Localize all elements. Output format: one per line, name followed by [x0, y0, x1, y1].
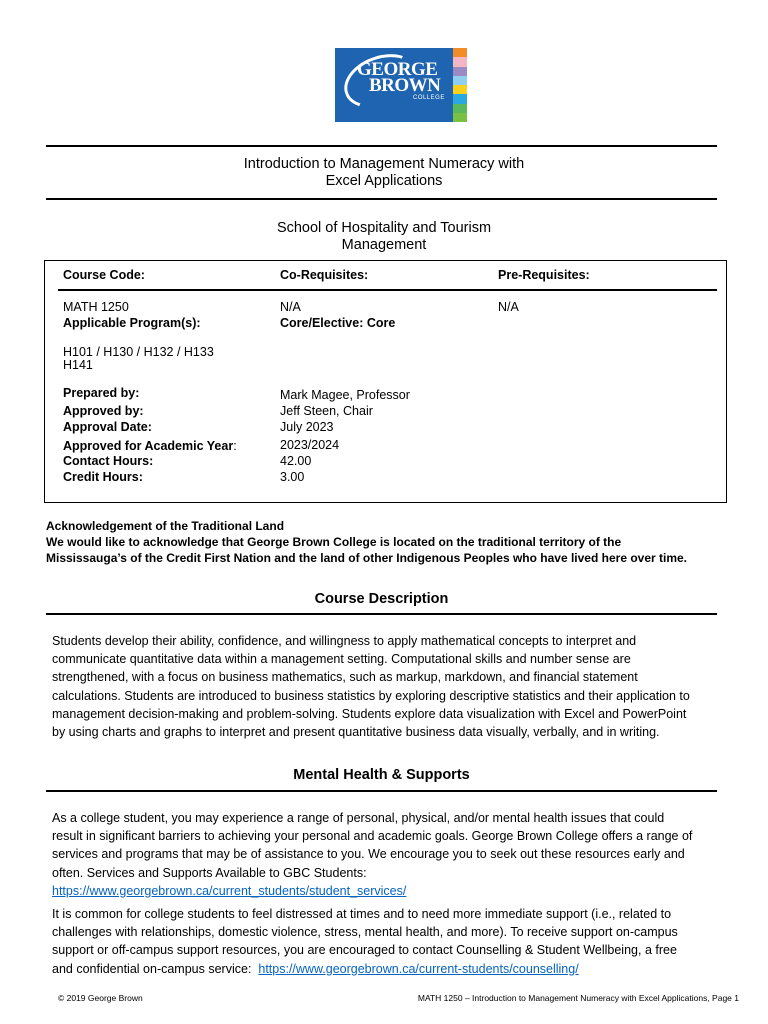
prerequisites-value: N/A	[498, 300, 519, 314]
logo-text-line3: COLLEGE	[413, 95, 445, 101]
paragraph-line: services and programs that may be of assistance to you. We encourage you to seek out these resources early and	[52, 847, 685, 862]
info-header-rule	[58, 289, 717, 291]
detail-row	[63, 469, 703, 485]
course-code-header: Course Code:	[63, 268, 145, 282]
mental-health-rule	[46, 790, 717, 792]
detail-row	[63, 437, 703, 453]
corequisites-value: N/A	[280, 300, 301, 314]
counselling-link[interactable]: https://www.georgebrown.ca/current-students/counselling/	[258, 961, 579, 976]
detail-row	[63, 419, 703, 437]
paragraph-line: support or off-campus support resources, you are encouraged to contact Counselling & Student Wellbeing, a free	[52, 943, 677, 958]
paragraph-line: strengthened, with a focus on business mathematics, such as markup, markdown, and financial statement	[52, 670, 638, 685]
school-name-line1: School of Hospitality and Tourism	[276, 220, 492, 236]
prepared-by-value: Mark Magee, Professor	[280, 388, 410, 402]
college-logo	[335, 48, 453, 122]
paragraph-line: As a college student, you may experience a range of personal, physical, and/or mental health issues that could	[52, 811, 665, 825]
mental-health-paragraph2	[52, 905, 720, 978]
logo-stripe	[453, 76, 467, 85]
credit-hours-label: Credit Hours:	[63, 470, 143, 484]
student-services-link[interactable]: https://www.georgebrown.ca/current_students/student_services/	[52, 883, 407, 898]
mental-health-title: Mental Health & Supports	[293, 767, 470, 783]
course-title	[160, 156, 608, 190]
logo-stripe	[453, 85, 467, 94]
academic-year-value: 2023/2024	[280, 438, 340, 452]
programs-value-line2: H141	[63, 358, 93, 372]
detail-row	[63, 403, 703, 419]
paragraph-line: often. Services and Supports Available to GBC Students:	[52, 865, 367, 880]
paragraph-line: It is common for college students to feel distressed at times and to need more immediate support (i.e., related to	[52, 907, 672, 921]
logo-text-line2: BROWN	[369, 75, 441, 96]
credit-hours-value: 3.00	[280, 470, 305, 484]
paragraph-line: and confidential on-campus service:	[52, 961, 259, 976]
logo-color-stripes	[453, 48, 467, 122]
paragraph-line: Students develop their ability, confidence, and willingness to apply mathematical concepts to interpret and	[52, 634, 637, 648]
prerequisites-header: Pre-Requisites:	[498, 268, 590, 282]
course-code-value: MATH 1250	[63, 300, 129, 314]
paragraph-line: challenges with relationships, domestic violence, stress, mental health, and more). To receive support on-campus	[52, 925, 678, 940]
approval-details	[63, 385, 703, 485]
acknowledgement-heading: Acknowledgement of the Traditional Land	[46, 519, 285, 533]
approved-by-value: Jeff Steen, Chair	[280, 404, 373, 418]
footer-page-info: MATH 1250 – Introduction to Management Numeracy with Excel Applications, Page 1	[417, 993, 739, 1003]
logo-stripe	[453, 94, 467, 103]
logo-stripe	[453, 57, 467, 66]
paragraph-line: calculations. Students are introduced to business statistics by exploring descriptive statistics and their application to	[52, 688, 690, 703]
logo-text-line1: GEORGE	[357, 59, 438, 80]
title-rule-top	[46, 145, 717, 147]
approval-date-label: Approval Date:	[63, 420, 152, 434]
school-name	[160, 220, 608, 254]
academic-year-label: Approved for Academic Year:	[63, 439, 237, 453]
detail-row	[63, 385, 703, 403]
logo-stripe	[453, 67, 467, 76]
school-name-line2: Management	[341, 237, 427, 253]
paragraph-line: management decision-making and problem-solving. Students explore data visualization with Excel and PowerPoint	[52, 706, 687, 721]
prepared-by-label: Prepared by:	[63, 386, 140, 400]
course-title-line2: Excel Applications	[325, 173, 443, 189]
applicable-programs-label: Applicable Program(s):	[63, 316, 201, 330]
mental-health-paragraph1	[52, 809, 720, 900]
course-description-rule	[46, 613, 717, 615]
logo-stripe	[453, 48, 467, 57]
detail-row	[63, 453, 703, 469]
course-info-box	[44, 260, 727, 503]
logo-stripe	[453, 113, 467, 122]
approved-by-label: Approved by:	[63, 404, 144, 418]
paragraph-line: communicate quantitative data within a management setting. Computational skills and number sense are	[52, 652, 631, 667]
footer-copyright: © 2019 George Brown	[58, 993, 143, 1003]
course-title-line1: Introduction to Management Numeracy with	[243, 156, 525, 172]
contact-hours-label: Contact Hours:	[63, 454, 154, 468]
programs-value-line1: H101 / H130 / H132 / H133	[63, 345, 214, 359]
acknowledgement-line2: Mississauga’s of the Credit First Nation and the land of other Indigenous Peoples who have lived here over time.	[46, 551, 688, 565]
paragraph-line: result in significant barriers to achieving your personal and academic goals. George Brown College offers a range of	[52, 829, 693, 844]
core-elective-label: Core/Elective: Core	[280, 316, 396, 330]
course-description-title: Course Description	[314, 591, 449, 607]
paragraph-line: by using charts and graphs to interpret and present quantitative business data visually, verbally, and in writing.	[52, 725, 660, 740]
corequisites-header: Co-Requisites:	[280, 268, 369, 282]
contact-hours-value: 42.00	[280, 454, 312, 468]
logo-stripe	[453, 104, 467, 113]
acknowledgement-line1: We would like to acknowledge that George Brown College is located on the traditional territory of the	[46, 535, 622, 549]
approval-date-value: July 2023	[280, 420, 334, 434]
course-description-text	[52, 632, 720, 741]
title-rule-bottom	[46, 198, 717, 200]
